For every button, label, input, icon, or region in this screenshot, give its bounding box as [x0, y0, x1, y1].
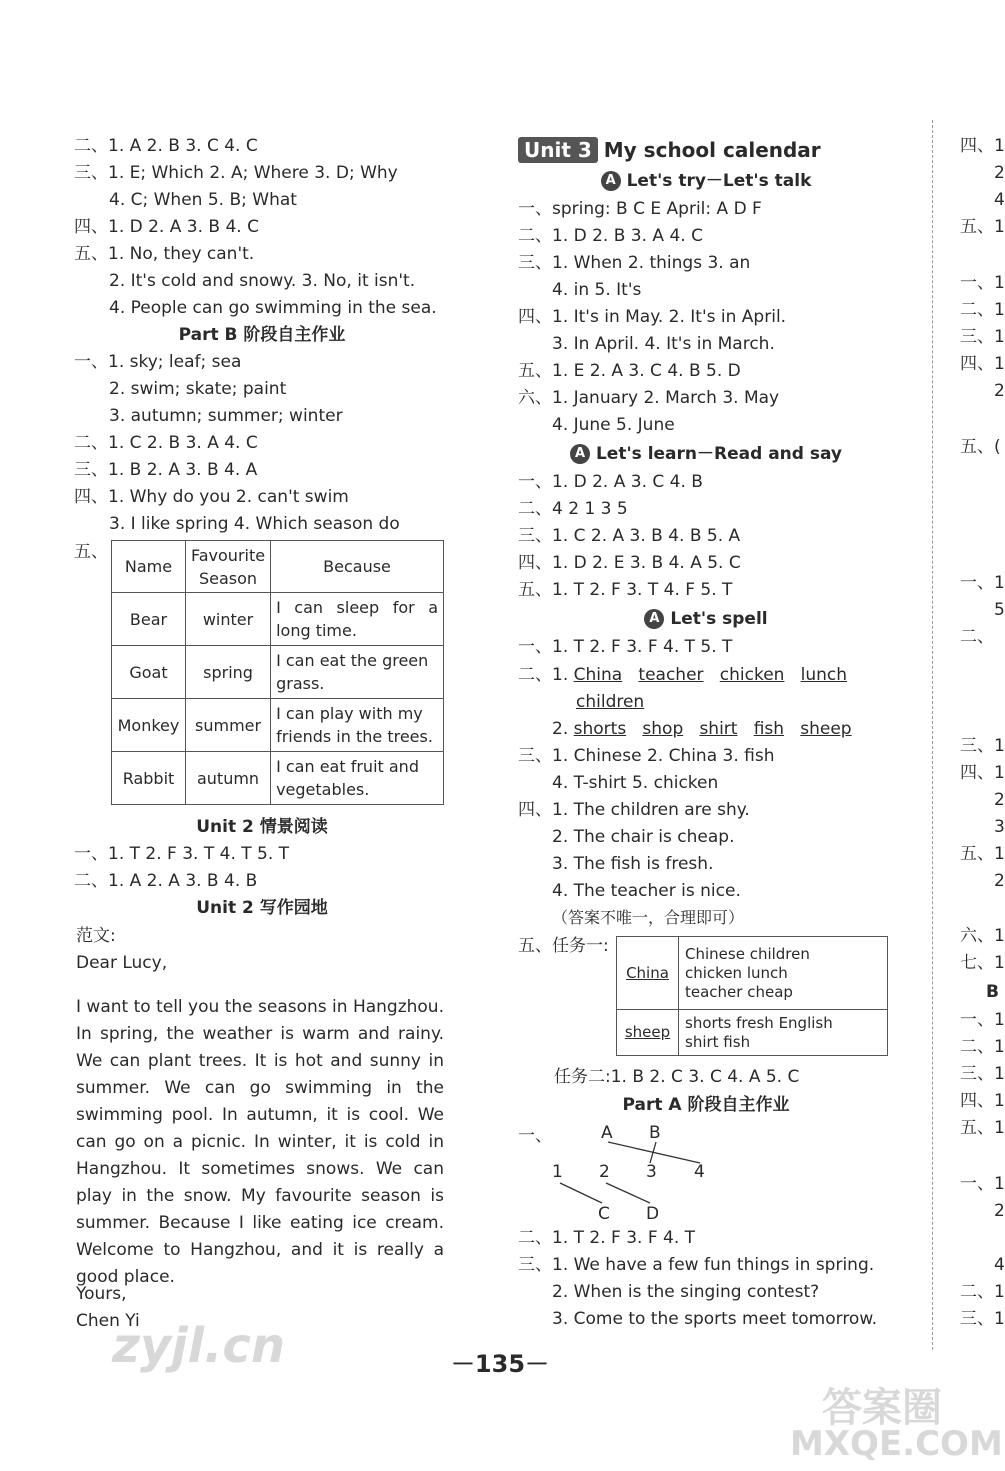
- writing-title: Unit 2 写作园地: [196, 898, 328, 918]
- answer-line: 2. swim; skate; paint: [109, 379, 287, 399]
- seasons-table: [111, 540, 444, 805]
- answer-line: 二、1. A 2. B 3. C 4. C: [74, 136, 258, 156]
- answer-note: （答案不唯一，合理即可）: [552, 908, 745, 927]
- answer-line: 3. Come to the sports meet tomorrow.: [552, 1309, 878, 1329]
- table-cell: sheep: [617, 1010, 679, 1056]
- answer-line: 4. C; When 5. B; What: [109, 190, 297, 210]
- answer-line: 任务二:1. B 2. C 3. C 4. A 5. C: [554, 1067, 800, 1087]
- match-label: 一、: [518, 1126, 552, 1146]
- clipped-mark: B: [986, 982, 999, 1002]
- answer-line: 3. I like spring 4. Which season do: [109, 514, 400, 534]
- section-a-badge: A: [644, 609, 664, 629]
- answer-line: 一、1. T 2. F 3. T 4. T 5. T: [74, 844, 290, 864]
- clipped-mark: 2: [994, 871, 1005, 891]
- answer-line: 3. autumn; summer; winter: [109, 406, 343, 426]
- table-cell: I can sleep for a long time.: [271, 593, 444, 646]
- clipped-mark: 2: [994, 790, 1005, 810]
- answer-line: 三、1. B 2. A 3. B 4. A: [74, 460, 258, 480]
- clipped-mark: 三、1: [960, 1309, 1005, 1329]
- table-cell: autumn: [186, 752, 271, 805]
- clipped-mark: 一、1: [960, 573, 1005, 593]
- answer-line: 五、1. T 2. F 3. T 4. F 5. T: [518, 580, 733, 600]
- answer-line: 3. In April. 4. It's in March.: [552, 334, 775, 354]
- clipped-mark: 5: [994, 600, 1005, 620]
- answer-line: 二、1. China teacher chicken lunch: [518, 665, 848, 685]
- clipped-mark: 2: [994, 381, 1005, 401]
- task-table: [616, 936, 888, 1056]
- section-a-badge: A: [601, 171, 621, 191]
- watermark-left: zyjl.cn: [112, 1318, 285, 1374]
- match-node: 2: [599, 1162, 610, 1182]
- section-a-badge: A: [570, 444, 590, 464]
- essay-greeting: Dear Lucy,: [76, 953, 168, 973]
- clipped-mark: 3: [994, 817, 1005, 837]
- clipped-mark: 2: [994, 163, 1005, 183]
- watermark-right-top: 答案圈: [822, 1385, 942, 1431]
- answer-line: 2. The chair is cheap.: [552, 827, 735, 847]
- answer-line: 二、1. T 2. F 3. F 4. T: [518, 1228, 696, 1248]
- table-cell: Monkey: [112, 699, 186, 752]
- left-column: [74, 0, 450, 1471]
- answer-line: 三、1. Chinese 2. China 3. fish: [518, 746, 775, 766]
- section-title: A Let's try－Let's talk: [516, 170, 896, 192]
- clipped-mark: 二、1: [960, 1037, 1005, 1057]
- answer-line: 一、1. D 2. A 3. C 4. B: [518, 472, 703, 492]
- clipped-mark: 一、1: [960, 273, 1005, 293]
- clipped-mark: 五、1: [960, 217, 1005, 237]
- answer-line: 三、1. C 2. A 3. B 4. B 5. A: [518, 526, 741, 546]
- match-line: [560, 1183, 602, 1203]
- clipped-mark: 四、1: [960, 136, 1005, 156]
- clipped-mark: 五、1: [960, 1118, 1005, 1138]
- clipped-mark: 六、1: [960, 926, 1005, 946]
- answer-line: 三、1. When 2. things 3. an: [518, 253, 751, 273]
- table-header-cell: Favourite Season: [186, 541, 271, 593]
- match-node: 1: [552, 1162, 563, 1182]
- answer-line: 一、spring: B C E April: A D F: [518, 199, 762, 219]
- answer-line: 四、1. Why do you 2. can't swim: [74, 487, 349, 507]
- answer-line: 4. in 5. It's: [552, 280, 642, 300]
- clipped-mark: 2: [994, 1201, 1005, 1221]
- column-divider: [932, 120, 933, 1350]
- answer-line: 二、1. C 2. B 3. A 4. C: [74, 433, 258, 453]
- answer-line: 六、1. January 2. March 3. May: [518, 388, 780, 408]
- clipped-mark: 二、1: [960, 300, 1005, 320]
- match-node: 3: [646, 1162, 657, 1182]
- unit-badge: Unit 3: [518, 137, 598, 163]
- answer-line: 一、1. T 2. F 3. F 4. T 5. T: [518, 637, 733, 657]
- clipped-mark: 五、1: [960, 844, 1005, 864]
- table-cell: shorts fresh English shirt fish: [679, 1010, 888, 1056]
- match-line: [608, 1142, 700, 1163]
- table-header-cell: Name: [112, 541, 186, 593]
- match-node: A: [601, 1123, 613, 1143]
- answer-line: 一、1. sky; leaf; sea: [74, 352, 242, 372]
- answer-line: 二、4 2 1 3 5: [518, 499, 628, 519]
- watermark-right: MXQE.COM: [790, 1424, 1003, 1464]
- part-a-title: Part A 阶段自主作业: [622, 1095, 790, 1115]
- clipped-mark: 三、1: [960, 327, 1005, 347]
- clipped-mark: 二、: [960, 627, 994, 647]
- table-cell: Rabbit: [112, 752, 186, 805]
- table-cell: I can play with my friends in the trees.: [271, 699, 444, 752]
- answer-line: 二、1. A 2. A 3. B 4. B: [74, 871, 258, 891]
- clipped-mark: 四、1: [960, 1091, 1005, 1111]
- table-cell: China: [617, 937, 679, 1010]
- table-cell: winter: [186, 593, 271, 646]
- answer-line: 四、1. The children are shy.: [518, 800, 750, 820]
- clipped-mark: 五、(: [960, 437, 1001, 457]
- table-cell: Bear: [112, 593, 186, 646]
- answer-line: 4. T-shirt 5. chicken: [552, 773, 719, 793]
- part-b-title: Part B 阶段自主作业: [178, 325, 346, 345]
- essay-body: I want to tell you the seasons in Hangzhou. In spring, the weather is warm and rainy. We can plant trees. It is hot and sunny in summer. We can go swimming in the swimming pool. In autumn, it is cool. We can go on a picnic. In winter, it is cold in Hangzhou. It sometimes snows. We can play in the snow. My favourite season is summer. Because I like eating ice cream. Welcome to Hangzhou, and it is really a good place.: [76, 997, 444, 1287]
- clipped-mark: 二、1: [960, 1282, 1005, 1302]
- essay-closing: Yours,: [76, 1284, 127, 1304]
- answer-line: 3. The fish is fresh.: [552, 854, 714, 874]
- clipped-mark: 四、1: [960, 763, 1005, 783]
- answer-line: 五、1. E 2. A 3. C 4. B 5. D: [518, 361, 741, 381]
- answer-line: 4. The teacher is nice.: [552, 881, 741, 901]
- answer-line: 2. It's cold and snowy. 3. No, it isn't.: [109, 271, 416, 291]
- essay-signature: Chen Yi: [76, 1311, 140, 1331]
- answer-line: 五、1. No, they can't.: [74, 244, 255, 264]
- answer-line: 4. People can go swimming in the sea.: [109, 298, 437, 318]
- right-column-clipped: [958, 0, 1005, 1471]
- section-title: A Let's spell: [516, 608, 896, 630]
- answer-line: 四、1. D 2. E 3. B 4. A 5. C: [518, 553, 741, 573]
- clipped-mark: 七、1: [960, 953, 1005, 973]
- match-node: B: [649, 1123, 661, 1143]
- table-cell: spring: [186, 646, 271, 699]
- clipped-mark: 4: [994, 190, 1005, 210]
- table-label: 五、: [74, 542, 108, 562]
- answer-line: 二、1. D 2. B 3. A 4. C: [518, 226, 703, 246]
- table-header-cell: Because: [271, 541, 444, 593]
- answer-line: 2. shorts shop shirt fish sheep: [552, 719, 852, 739]
- table-cell: I can eat the green grass.: [271, 646, 444, 699]
- clipped-mark: 4: [994, 1255, 1005, 1275]
- table-cell: I can eat fruit and vegetables.: [271, 752, 444, 805]
- clipped-mark: 一、1: [960, 1010, 1005, 1030]
- answer-line: 2. When is the singing contest?: [552, 1282, 820, 1302]
- matching-diagram: [546, 1115, 746, 1227]
- table-cell: summer: [186, 699, 271, 752]
- match-node: D: [646, 1204, 660, 1224]
- essay-label: 范文:: [76, 926, 116, 946]
- section-title: A Let's learn－Read and say: [516, 443, 896, 465]
- clipped-mark: 三、1: [960, 736, 1005, 756]
- task1-label: 五、任务一:: [518, 936, 609, 956]
- match-node: C: [598, 1204, 610, 1224]
- clipped-mark: 一、1: [960, 1174, 1005, 1194]
- unit-title: My school calendar: [603, 138, 821, 162]
- match-line: [606, 1183, 650, 1203]
- answer-line: 三、1. E; Which 2. A; Where 3. D; Why: [74, 163, 398, 183]
- answer-line: 4. June 5. June: [552, 415, 675, 435]
- table-cell: Goat: [112, 646, 186, 699]
- answer-line: 四、1. It's in May. 2. It's in April.: [518, 307, 787, 327]
- clipped-mark: 四、1: [960, 354, 1005, 374]
- answer-line: 四、1. D 2. A 3. B 4. C: [74, 217, 259, 237]
- table-cell: Chinese children chicken lunch teacher cheap: [679, 937, 888, 1010]
- clipped-mark: 三、1: [960, 1064, 1005, 1084]
- answer-line: children: [576, 692, 645, 712]
- middle-column: [516, 0, 896, 1471]
- unit-heading: [518, 137, 821, 163]
- answer-line: 三、1. We have a few fun things in spring.: [518, 1255, 875, 1275]
- page-number: －135－: [450, 1350, 550, 1378]
- match-node: 4: [694, 1162, 705, 1182]
- reading-title: Unit 2 情景阅读: [196, 817, 328, 837]
